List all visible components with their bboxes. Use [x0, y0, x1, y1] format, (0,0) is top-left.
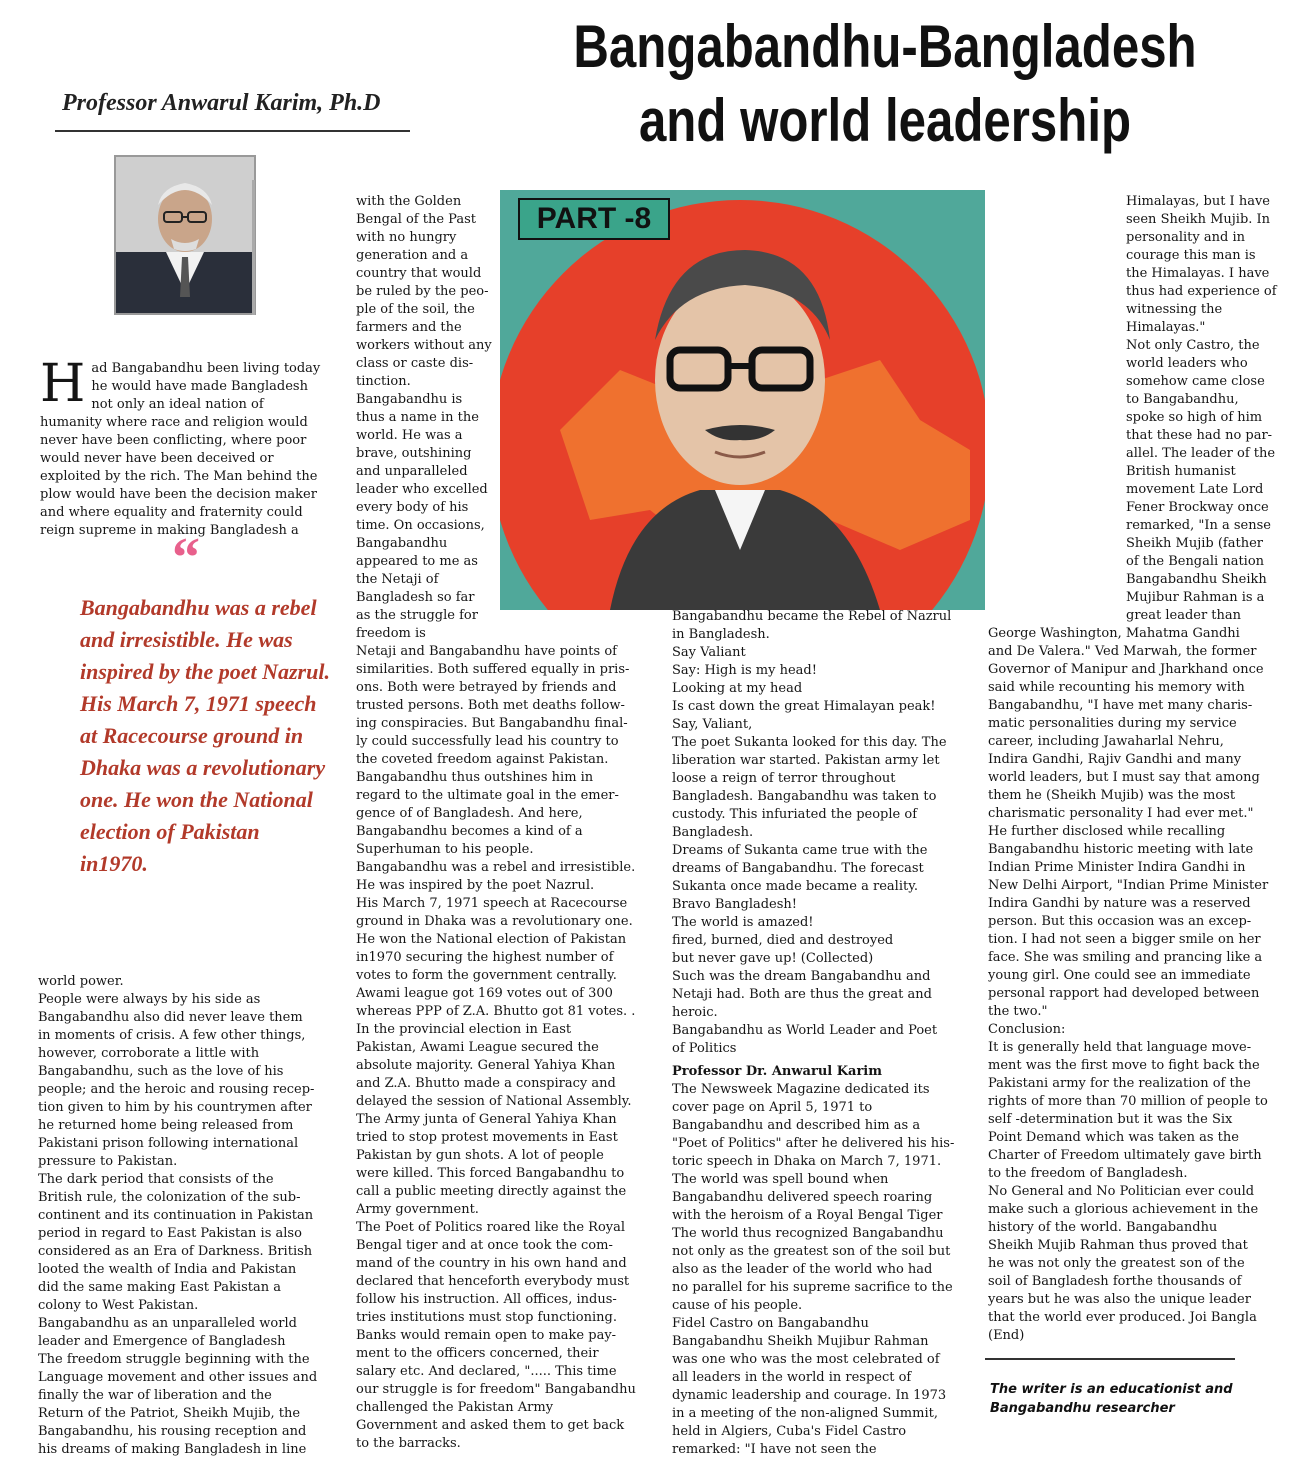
part-badge: PART -8	[518, 198, 670, 240]
bangabandhu-portrait-icon	[500, 190, 985, 610]
column-2-top-text: with the Golden Bengal of the Past with no hungry generation and a country that would be ruled by the peo- ple of the soil, the farmers and the workers without any class or caste dis- tinction. Bangabandhu is thus a name in the world. He was a brave, outshining and unparalleled leader who excelled every body of his time. On occasions, Bangabandhu appeared to me as the Netaji of Bangladesh so far as the struggle for freedom is	[356, 194, 492, 641]
writer-note	[990, 1380, 1290, 1418]
quote-mark-icon: “	[172, 527, 200, 589]
intro-paragraph	[40, 342, 323, 540]
byline: Professor Anwarul Karim, Ph.D	[62, 90, 381, 116]
headline-line-1: Bangabandhu-Bangladesh	[573, 13, 1197, 80]
pull-quote: Bangabandhu was a rebel and irresistible. He was inspired by the poet Nazrul. His March 7, 1971 speech at Racecourse ground in Dhaka was a revolutionary one. He won the National election of Pakistan in1970.	[80, 595, 330, 876]
column-4-top-text: Himalayas, but I have seen Sheikh Mujib. In personality and in courage this man is the Himalayas. I have thus had experience of witnessing the Himalayas." Not only Castro, the world leaders who somehow came close to Bangabandhu, spoke so high of him that these had no par- allel. The leader of the British humanist movement Late Lord Fener Brockway once remarked, "In a sense Sheikh Mujib (father of the Bengali nation Bangabandhu Sheikh Mujibur Rahman is a great leader than	[1126, 194, 1277, 623]
column-3-author-line: Professor Dr. Anwarul Karim	[672, 1064, 883, 1079]
column-1-text: world power. People were always by his side as Bangabandhu also did never leave them in moments of crisis. A few other things, however, corroborate a little with Bangabandhu, such as the love of his people; and the heroic and rousing recep- tion given to him by his countrymen after he returned home being released from Pakistani prison following international pressure to Pakistan. The dark period that consists of the British rule, the colonization of the sub- continent and its continuation in Pakistan period in regard to East Pakistan is also considered as an Era of Darkness. British looted the wealth of India and Pakistan did the same making East Pakistan a colony to West Pakistan. Bangabandhu as an unparalleled world leader and Emergence of Bangladesh The freedom struggle beginning with the Language movement and other issues and finally the war of liberation and the Return of the Patriot, Sheikh Mujib, the Bangabandhu, his rousing reception and his dreams of making Bangladesh in line	[38, 974, 318, 1457]
drop-cap: H	[40, 354, 86, 414]
footer-rule	[985, 1358, 1235, 1360]
column-3-text-b: The Newsweek Magazine dedicated its cover page on April 5, 1971 to Bangabandhu and described him as a "Poet of Politics" after he delivered his his- toric speech in Dhaka on March 7, 1971. The world was spell bound when Bangabandhu delivered speech roaring with the heroism of a Royal Bengal Tiger The world thus recognized Bangabandhu not only as the greatest son of the soil but also as the leader of the world who had no parallel for his supreme sacrifice to the cause of his people. Fidel Castro on Bangabandhu Bangabandhu Sheikh Mujibur Rahman was one who was the most celebrated of all leaders in the world in respect of dynamic leadership and courage. In 1973 in a meeting of the non-aligned Summit, held in Algiers, Cuba's Fidel Castro remarked: "I have not seen the	[672, 1082, 955, 1457]
photo-frame-edge	[252, 180, 255, 315]
column-3-text-a: Bangabandhu became the Rebel of Nazrul in Bangladesh. Say Valiant Say: High is my head! Looking at my head Is cast down the great Himalayan peak! Say, Valiant, The poet Sukanta looked for this day. The liberation war started. Pakistan army let loose a reign of terror throughout Bangladesh. Bangabandhu was taken to custody. This infuriated the people of Bangladesh. Dreams of Sukanta came true with the dreams of Bangabandhu. The forecast Sukanta once made became a reality. Bravo Bangladesh! The world is amazed! fired, burned, died and destroyed but never gave up! (Collected) Such was the dream Bangabandhu and Netaji had. Both are thus the great and heroic. Bangabandhu as World Leader and Poet of Politics	[672, 609, 952, 1056]
hero-image	[500, 190, 985, 610]
intro-text: ad Bangabandhu been living today he would have made Bangladesh not only an ideal nation of humanity where race and religion would never have been conflicting, where poor would never have been deceived or exploited by the rich. The Man behind the plow would have been the decision maker and where equality and fraternity could reign supreme in making Bangladesh a	[40, 361, 321, 538]
author-photo	[114, 155, 256, 315]
headline-line-2: and world leadership	[638, 87, 1132, 154]
column-4-bottom-text: George Washington, Mahatma Gandhi and De Valera." Ved Marwah, the former Governor of Manipur and Jharkhand once said while recounting his memory with Bangabandhu, "I have met many charis- matic personalities during my service career, including Jawaharlal Nehru, Indira Gandhi, Rajiv Gandhi and many world leaders, but I must say that among them he (Sheikh Mujib) was the most charismatic personality I had ever met." He further disclosed while recalling Bangabandhu historic meeting with late Indian Prime Minister Indira Gandhi in New Delhi Airport, "Indian Prime Minister Indira Gandhi by nature was a reserved person. But this occasion was an excep- tion. I had not seen a bigger smile on her face. She was smiling and prancing like a young girl. One could see an immediate personal rapport had developed between the two." Conclusion: It is generally held that language move- ment was the first move to fight back the Pakistani army for the realization of the rights of more than 70 million of people to self -determination but it was the Six Point Demand which was taken as the Charter of Freedom ultimately gave birth to the freedom of Bangladesh. No General and No Politician ever could make such a glorious achievement in the history of the world. Bangabandhu Sheikh Mujib Rahman thus proved that he was not only the greatest son of the soil of Bangladesh forthe thousands of years but he was also the unique leader that the world ever produced. Joi Bangla (End)	[988, 626, 1269, 1343]
column-2-bottom-text: Netaji and Bangabandhu have points of similarities. Both suffered equally in pris- ons. Both were betrayed by friends and trusted persons. Both met deaths follow- ing conspiracies. But Bangabandhu final- ly could successfully lead his country to the coveted freedom against Pakistan. Bangabandhu thus outshines him in regard to the ultimate goal in the emer- gence of of Bangladesh. And here, Bangabandhu becomes a kind of a Superhuman to his people. Bangabandhu was a rebel and irresistible. He was inspired by the poet Nazrul. His March 7, 1971 speech at Racecourse ground in Dhaka was a revolutionary one. He won the National election of Pakistan in1970 securing the highest number of votes to form the government centrally. Awami league got 169 votes out of 300 whereas PPP of Z.A. Bhutto got 81 votes. . In the provincial election in East Pakistan, Awami League secured the absolute majority. General Yahiya Khan and Z.A. Bhutto made a conspiracy and delayed the session of National Assembly. The Army junta of General Yahiya Khan tried to stop protest movements in East Pakistan by gun shots. A lot of people were killed. This forced Bangabandhu to call a public meeting directly against the Army government. The Poet of Politics roared like the Royal Bengal tiger and at once took the com- mand of the country in his own hand and declared that henceforth everybody must follow his instruction. All offices, indus- tries institutions must stop functioning. Banks would remain open to make pay- ment to the officers concerned, their salary etc. And declared, "..... This time our struggle is for freedom" Bangabandhu challenged the Pakistan Army Government and asked them to get back to the barracks.	[356, 644, 636, 1451]
writer-note-text: The writer is an educationist and Bangabandhu researcher	[990, 1382, 1233, 1416]
byline-rule	[55, 130, 410, 132]
author-portrait-icon	[116, 157, 254, 313]
headline	[545, 10, 1226, 158]
